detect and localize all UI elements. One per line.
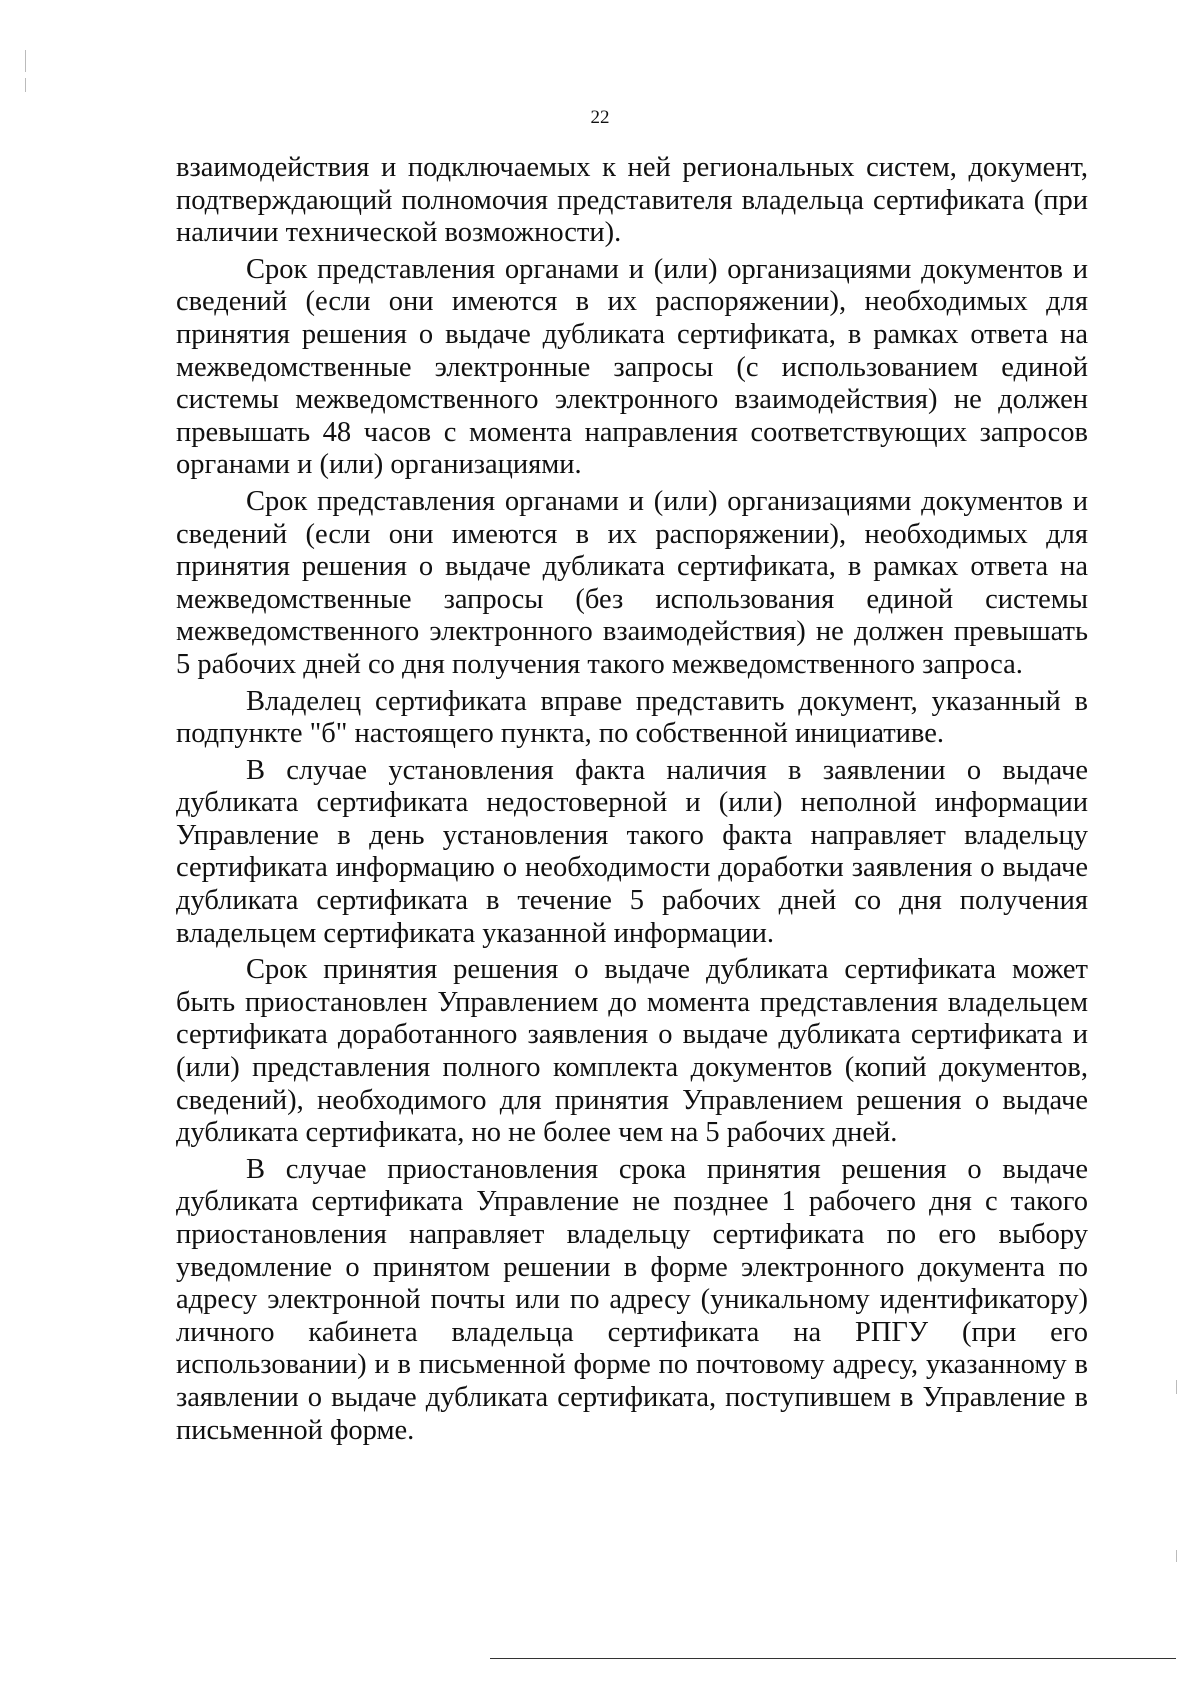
paragraph-incomplete-information: В случае установления факта наличия в заявлении о выдаче дубликата сертификата недостоверной и (или) неполной информации Управление в день установления такого факта направляет владельцу сертификата информацию о необходимости доработки заявления о выдаче дубликата сертификата в течение 5 рабочих дней со дня получения владельцем сертификата указанной информации. <box>176 754 1088 949</box>
paragraph-electronic-requests-deadline: Срок представления органами и (или) организациями документов и сведений (если они имеются в их распоряжении), необходимых для принятия решения о выдаче дубликата сертификата, в рамках ответа на межведомственные электронные запросы (с использованием единой системы межведомственного электронного взаимодействия) не должен превышать 48 часов с момента направления соответствующих запросов органами и (или) организациями. <box>176 253 1088 481</box>
scan-artifact <box>1176 1550 1177 1562</box>
scan-artifact <box>25 78 26 92</box>
paragraph-suspension-notification: В случае приостановления срока принятия решения о выдаче дубликата сертификата Управление не позднее 1 рабочего дня с такого приостановления направляет владельцу сертификата по его выбору уведомление о принятом решении в форме электронного документа по адресу электронной почты или по адресу (уникальному идентификатору) личного кабинета владельца сертификата на РПГУ (при его использовании) и в письменной форме по почтовому адресу, указанному в заявлении о выдаче дубликата сертификата, поступившем в Управление в письменной форме. <box>176 1153 1088 1446</box>
paragraph-non-electronic-requests-deadline: Срок представления органами и (или) организациями документов и сведений (если они имеются в их распоряжении), необходимых для принятия решения о выдаче дубликата сертификата, в рамках ответа на межведомственные запросы (без использования единой системы межведомственного электронного взаимодействия) не должен превышать 5 рабочих дней со дня получения такого межведомственного запроса. <box>176 485 1088 680</box>
footer-rule <box>490 1658 1176 1659</box>
paragraph-continuation: взаимодействия и подключаемых к ней региональных систем, документ, подтверждающий полномочия представителя владельца сертификата (при наличии технической возможности). <box>176 152 1088 249</box>
page-number: 22 <box>590 107 610 128</box>
scan-artifact <box>1176 1380 1177 1394</box>
paragraph-owner-initiative: Владелец сертификата вправе представить документ, указанный в подпункте "б" настоящего пункта, по собственной инициативе. <box>176 685 1088 750</box>
paragraph-suspension-of-deadline: Срок принятия решения о выдаче дубликата сертификата может быть приостановлен Управлением до момента представления владельцем сертификата доработанного заявления о выдаче дубликата сертификата и (или) представления полного комплекта документов (копий документов, сведений), необходимого для принятия Управлением решения о выдаче дубликата сертификата, но не более чем на 5 рабочих дней. <box>176 954 1088 1149</box>
scan-artifact <box>25 50 26 72</box>
document-body <box>176 152 1088 1451</box>
